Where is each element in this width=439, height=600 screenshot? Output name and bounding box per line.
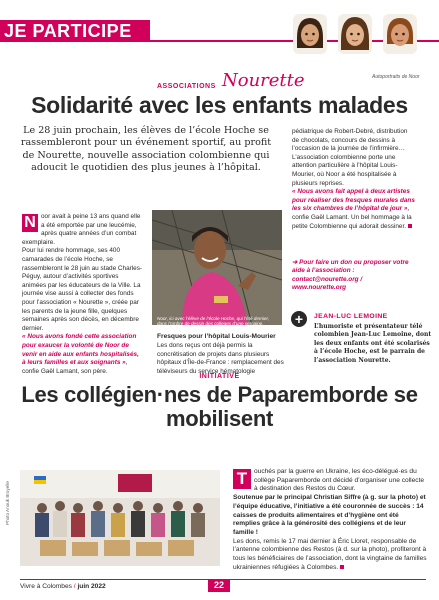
paragraph: oor avait à peine 13 ans quand elle a été emportée par une leucémie, après quatre années d’un combat exemplaire. [22, 213, 141, 246]
photo-caption: Noor, ici avec l’élève de l’école Hoche, qui l’été dernier, dans l’ombre de dessin des colleges d’une semaine. [157, 316, 270, 326]
article-tag: ASSOCIATIONS [157, 83, 216, 90]
quote-attribution: , confie Gaël Lamant, son père. [22, 359, 128, 375]
article-headline: Les collégien·nes de Paparemborde se mobilisent [21, 382, 418, 431]
quote: « Nous avons fondé cette association pour exaucer la volonté de Noor de venir en aide aux enfants hospitalisés, à leurs familles et aux soignants » [22, 333, 139, 367]
paragraph: Pour lui rendre hommage, ses 400 camarades de l’école Hoche, se rassembleront le 28 juin au stade Charles-Péguy, autour d’activités sportives animées par les éducateurs de la Ville. La journée vise aussi à collecter des fonds pour l’association « Nourette », créée par les parents de la jeune fille, quelques semaines après son décès, en décembre dernier. [22, 247, 143, 332]
drop-cap: N [22, 214, 38, 232]
donation-note [292, 259, 416, 293]
self-portrait-1 [293, 14, 327, 54]
nourette-logo: Nourette [222, 70, 305, 91]
paragraph: L’association colombienne porte une attention particulière à l’hôpital Louis-Mourier, où Noor a été hospitalisée à plusieurs reprises. [292, 153, 398, 187]
paragraph: Les dons, remis le 17 mai dernier à Éric Lloret, responsable de l’antenne colombienne des Restos (à d. sur la photo), profiteront à tous les bénéficiaires de l’association, dont la vingtaine de familles ukrainiennes réfugiées à Colombes. [233, 537, 427, 571]
end-mark [408, 224, 412, 228]
end-mark [340, 565, 344, 569]
paragraph: ouchés par la guerre en Ukraine, les éco-délégué·es du collège Paparemborde ont décidé d’organiser une collecte à destination des Restos du Cœur. [254, 468, 425, 493]
article-2-text [233, 468, 427, 572]
article-column-3 [292, 128, 416, 231]
photo-credit: Photo Anouk Broyelle [5, 481, 10, 525]
self-portrait-2 [338, 14, 372, 54]
sidebar-person-text: L’humoriste et présentateur télé colombien Jean-Luc Lemoine, dont les deux enfants ont été scolarisés à l’école Hoche, est le parrain de l’association Nourette. [314, 323, 432, 364]
donation-contact-link[interactable]: contact@nourette.org / www.nourette.org [292, 275, 363, 292]
sidebar-person-name: JEAN-LUC LEMOINE [314, 313, 388, 320]
donation-note-text: Pour faire un don ou proposer votre aide à l’association : [292, 259, 409, 275]
quote: « Nous avons fait appel à deux artistes pour réaliser des fresques murales dans les six chambres de l’hôpital de jour » [292, 188, 415, 213]
article-column-1 [22, 213, 144, 376]
self-portrait-3 [383, 14, 417, 54]
magazine-name: Vivre à Colombes [20, 583, 72, 590]
photo-body-text: Les dons reçus ont déjà permis la concrétisation de projets dans plusieurs hôpitaux d’Île-de-France : remplacement des téléviseurs du service hématologie [157, 342, 284, 375]
paragraph: Soutenue par le principal Christian Siffre (à g. sur la photo) et l’équipe éducative, l’initiative a été couronnée de succès : 14 caisses de produits alimentaires et d’hygiène ont été remplies grâce à la générosité des collégiens et de leur famille ! [233, 494, 426, 536]
photo-subhead: Fresques pour l’hôpital Louis-Mourier [157, 333, 276, 340]
issue-date: juin 2022 [77, 583, 106, 590]
section-title: JE PARTICIPE [4, 21, 132, 41]
plus-icon: + [291, 311, 307, 327]
footer-magazine: Vivre à Colombes / juin 2022 [20, 583, 106, 590]
article-lead: Le 28 juin prochain, les élèves de l’école Hoche se rassembleront pour un événement sportif, au profit de Nourette, nouvelle association colombienne qui adoucit le quotidien des plus jeunes à l’hôpital. [20, 125, 272, 174]
arrow-icon: ➔ [292, 259, 298, 266]
page-number: 22 [208, 579, 230, 592]
paragraph: pédiatrique de Robert-Debré, distribution de chocolats, concours de dessins à l’occasion de la journée de l’infirmière… [292, 128, 408, 153]
quote-attribution: , confie Gaël Lamant. Un bel hommage à la petite Colombienne qui adorait dessiner. [292, 205, 412, 230]
article-tag: INITIATIVE [199, 373, 240, 380]
noor-photo [152, 210, 282, 325]
students-group-photo [20, 470, 220, 566]
article-headline: Solidarité avec les enfants malades [31, 92, 408, 118]
avatar-caption: Autoportraits de Noor [372, 74, 420, 80]
drop-cap: T [233, 469, 251, 489]
